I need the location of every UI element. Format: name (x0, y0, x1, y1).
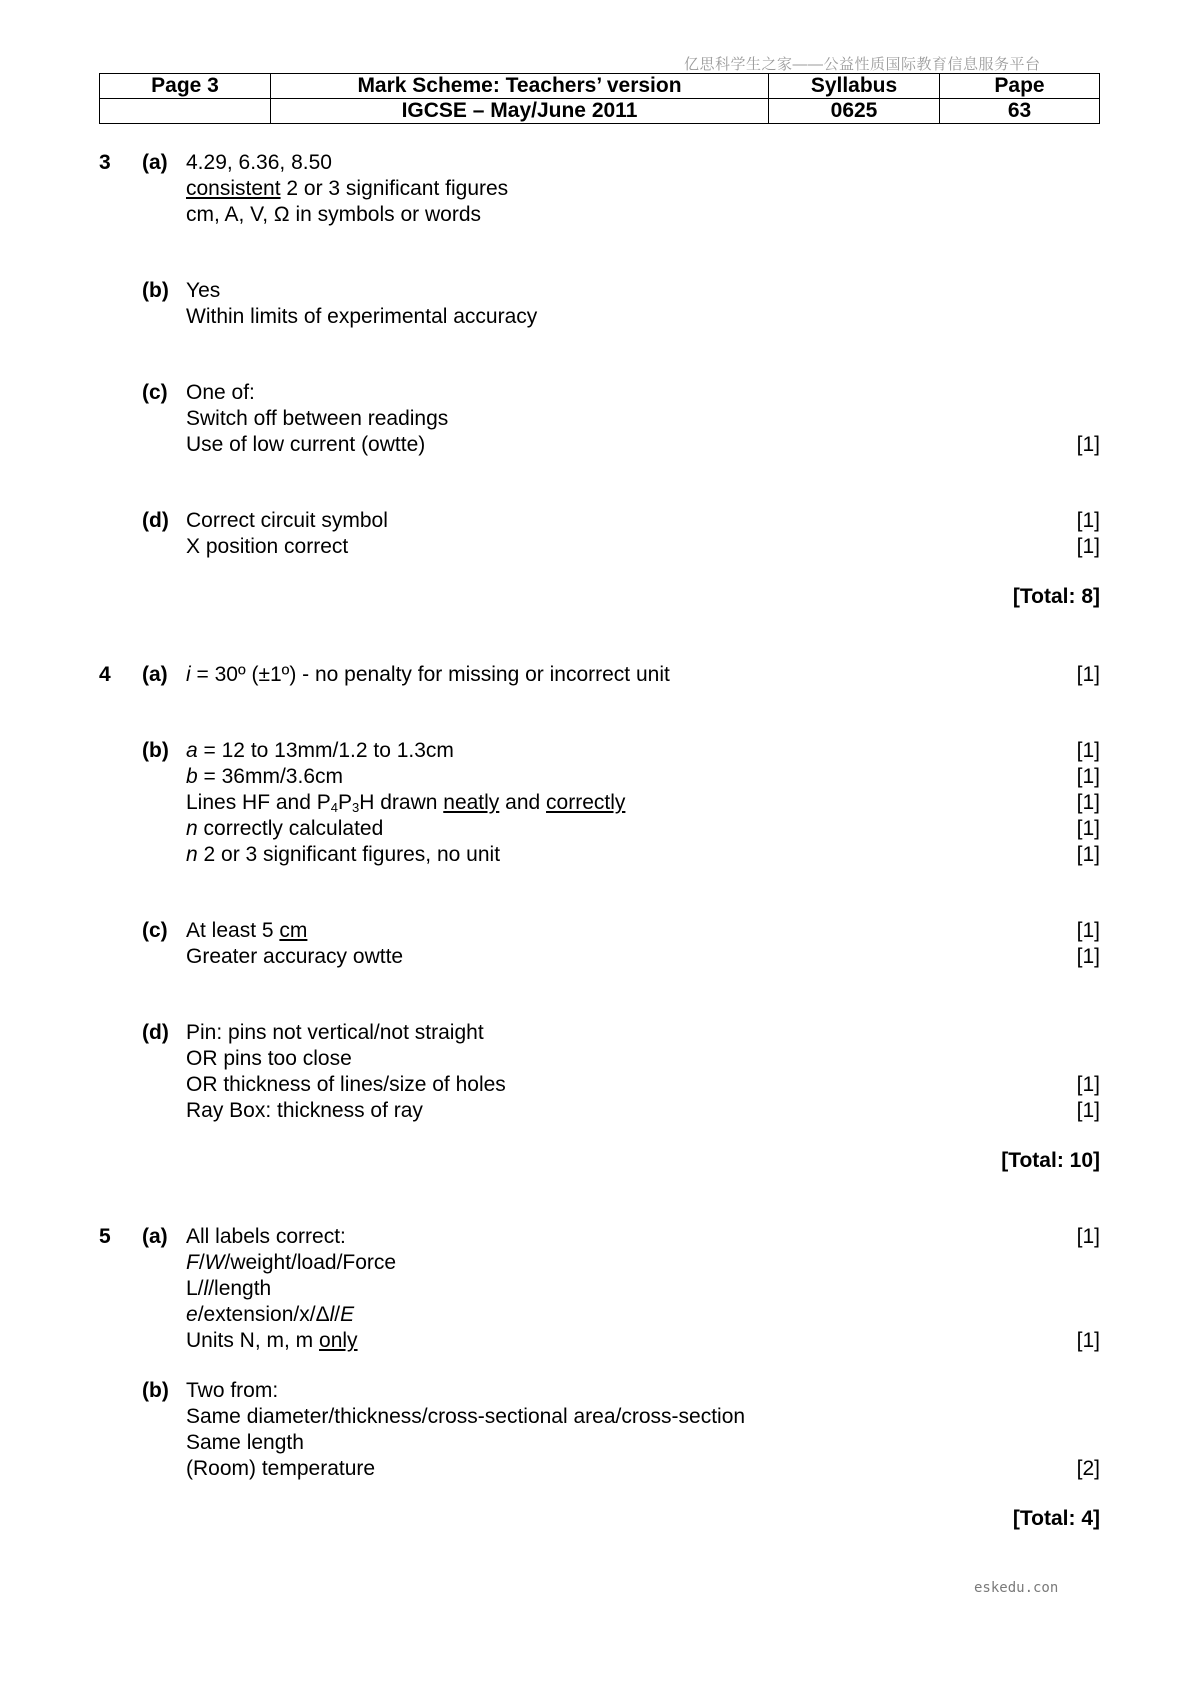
header-title: Mark Scheme: Teachers’ version (271, 74, 769, 99)
answer-line (186, 1302, 354, 1328)
variable: F (186, 1251, 199, 1274)
answer-line: Switch off between readings (186, 407, 449, 430)
variable: l (203, 1277, 209, 1300)
answer-text: / (334, 1303, 341, 1326)
answer-line (186, 918, 307, 944)
header-paper-number: 63 (940, 99, 1100, 124)
mark: [1] (1076, 919, 1100, 942)
mark: [1] (1076, 1225, 1100, 1248)
answer-text: Lines HF and P (186, 791, 331, 814)
answer-line (186, 1250, 396, 1276)
answer-line (186, 738, 454, 764)
header-syllabus-label: Syllabus (769, 74, 940, 99)
answer-line: Correct circuit symbol (186, 509, 388, 532)
mark: [2] (1076, 1457, 1100, 1480)
part-label: (b) (142, 1379, 169, 1402)
mark: [1] (1076, 765, 1100, 788)
header-exam: IGCSE – May/June 2011 (271, 99, 769, 124)
answer-text: = 30º (±1º) - no penalty for missing or incorrect unit (190, 663, 670, 686)
answer-text: = 12 to 13mm/1.2 to 1.3cm (197, 739, 454, 762)
question-total: [Total: 4] (1012, 1507, 1100, 1530)
answer-text: /extension/x/Δ (197, 1303, 330, 1326)
answer-line: OR pins too close (186, 1047, 352, 1070)
answer-line: Use of low current (owtte) (186, 433, 426, 456)
subscript: 4 (330, 800, 338, 815)
watermark: 亿思科学生之家——公益性质国际教育信息服务平台 (684, 56, 1041, 73)
header-page: Page 3 (100, 74, 271, 99)
question-number: 5 (99, 1225, 111, 1248)
variable: b (186, 765, 198, 788)
answer-line: 4.29, 6.36, 8.50 (186, 151, 332, 174)
variable: n (186, 817, 198, 840)
underlined-term: neatly (443, 791, 500, 814)
answer-line: (Room) temperature (186, 1457, 376, 1480)
mark: [1] (1076, 817, 1100, 840)
answer-line: X position correct (186, 535, 349, 558)
variable: n (186, 843, 198, 866)
answer-text: P (337, 791, 352, 814)
header-paper-label: Pape (940, 74, 1100, 99)
answer-text: H drawn (359, 791, 444, 814)
header-syllabus-code: 0625 (769, 99, 940, 124)
answer-text: 2 or 3 significant figures (280, 177, 509, 200)
answer-line: Two from: (186, 1379, 279, 1402)
answer-line (186, 176, 508, 202)
mark: [1] (1076, 945, 1100, 968)
mark: [1] (1076, 1073, 1100, 1096)
answer-text: /length (208, 1277, 272, 1300)
variable: a (186, 739, 198, 762)
answer-line: One of: (186, 381, 255, 404)
variable: E (340, 1303, 355, 1326)
question-number: 4 (99, 663, 111, 686)
answer-text: = 36mm/3.6cm (197, 765, 343, 788)
answer-text: Units N, m, m (186, 1329, 320, 1352)
answer-line: OR thickness of lines/size of holes (186, 1073, 506, 1096)
mark: [1] (1076, 1329, 1100, 1352)
part-label: (a) (142, 663, 168, 686)
header-table (99, 73, 1100, 124)
footer-watermark: eskedu.con (974, 1580, 1059, 1596)
answer-text: correctly calculated (197, 817, 384, 840)
variable: l (329, 1303, 335, 1326)
mark: [1] (1076, 535, 1100, 558)
mark: [1] (1076, 433, 1100, 456)
question-total: [Total: 10] (1001, 1149, 1100, 1172)
mark: [1] (1076, 791, 1100, 814)
part-label: (d) (142, 1021, 169, 1044)
answer-line: Same diameter/thickness/cross-sectional area/cross-section (186, 1405, 746, 1428)
answer-line: Same length (186, 1431, 304, 1454)
answer-line (186, 842, 500, 868)
underlined-term: only (319, 1329, 358, 1352)
mark: [1] (1076, 843, 1100, 866)
answer-text: At least 5 (186, 919, 280, 942)
answer-text: and (499, 791, 547, 814)
part-label: (a) (142, 151, 168, 174)
answer-line (186, 1276, 271, 1302)
answer-line: Pin: pins not vertical/not straight (186, 1021, 484, 1044)
mark: [1] (1076, 739, 1100, 762)
part-label: (d) (142, 509, 169, 532)
part-label: (c) (142, 381, 168, 404)
variable: W (204, 1251, 225, 1274)
part-label: (c) (142, 919, 168, 942)
answer-line: Within limits of experimental accuracy (186, 305, 538, 328)
underlined-term: correctly (546, 791, 626, 814)
answer-line (186, 662, 670, 688)
answer-line (186, 816, 383, 842)
part-label: (b) (142, 739, 169, 762)
answer-text: /weight/load/Force (224, 1251, 397, 1274)
answer-line: Yes (186, 279, 221, 302)
subscript: 3 (352, 800, 360, 815)
answer-line: Greater accuracy owtte (186, 945, 404, 968)
answer-line (186, 1328, 358, 1354)
mark: [1] (1076, 663, 1100, 686)
question-total: [Total: 8] (1012, 585, 1100, 608)
part-label: (a) (142, 1225, 168, 1248)
underlined-term: consistent (186, 177, 281, 200)
mark: [1] (1076, 509, 1100, 532)
answer-text: L/ (186, 1277, 204, 1300)
answer-line (186, 764, 343, 790)
part-label: (b) (142, 279, 169, 302)
variable: i (186, 663, 191, 686)
answer-line: Ray Box: thickness of ray (186, 1099, 423, 1122)
question-number: 3 (99, 151, 111, 174)
underlined-term: cm (279, 919, 308, 942)
header-empty-cell (100, 99, 271, 124)
answer-line: cm, A, V, Ω in symbols or words (186, 203, 482, 226)
mark: [1] (1076, 1099, 1100, 1122)
answer-line: All labels correct: (186, 1225, 346, 1248)
answer-line (186, 790, 625, 816)
variable: e (186, 1303, 198, 1326)
answer-text: 2 or 3 significant figures, no unit (197, 843, 501, 866)
answer-text: / (198, 1251, 205, 1274)
